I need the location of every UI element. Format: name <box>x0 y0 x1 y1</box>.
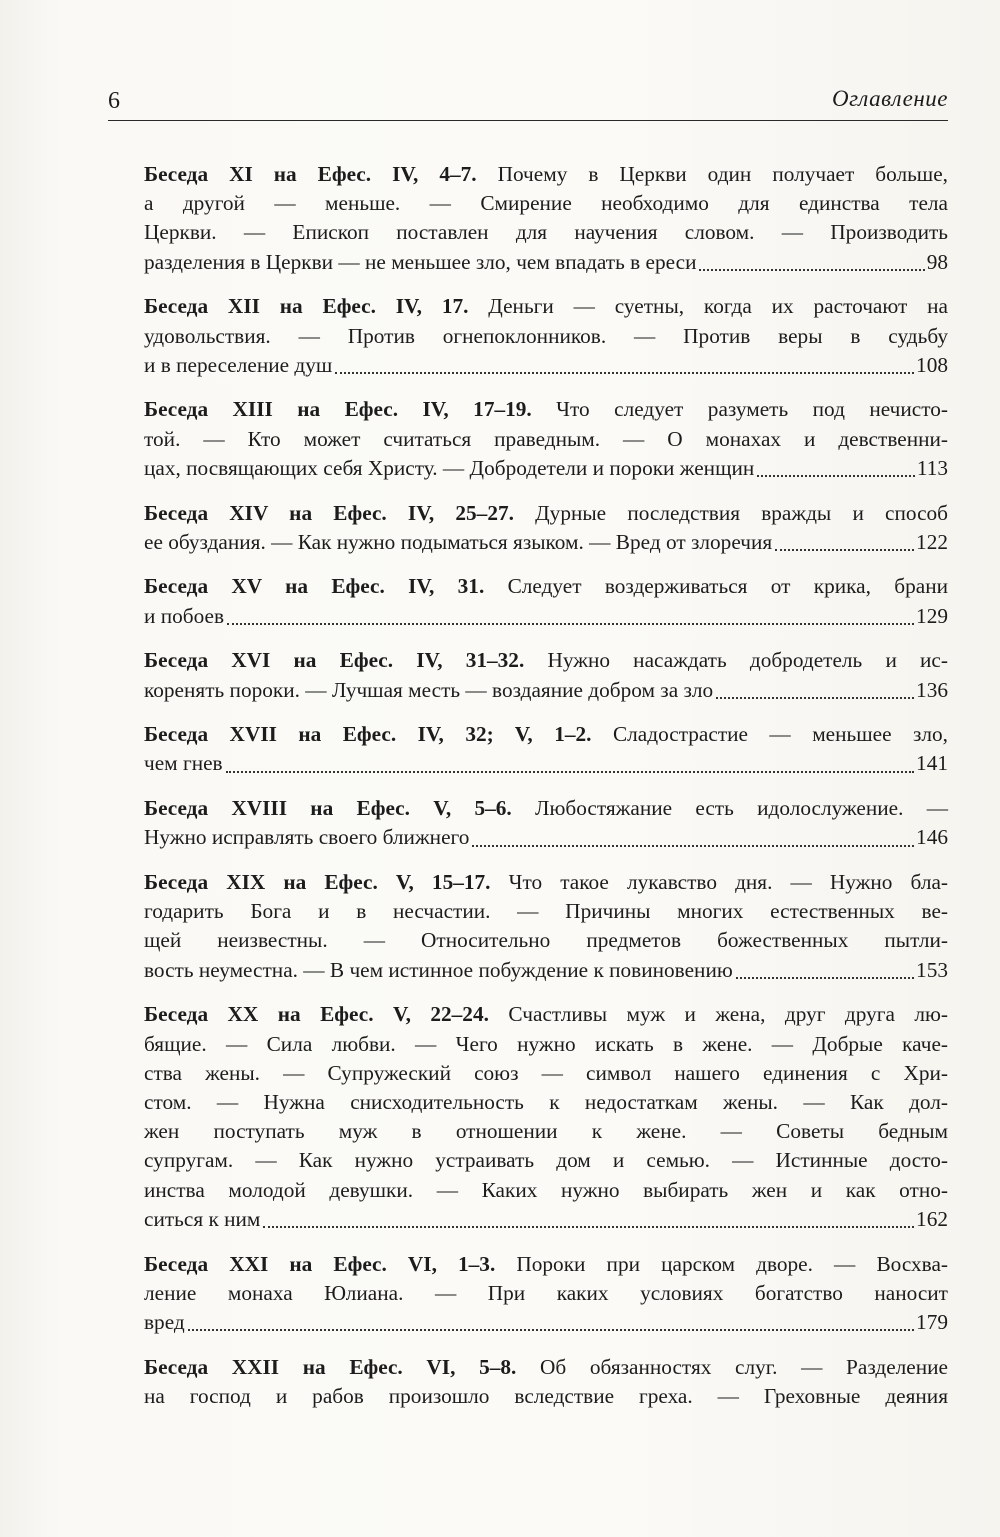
toc-entry-page-number: 141 <box>916 751 948 776</box>
toc-entry <box>144 499 948 557</box>
toc-entry-line: стом. — Нужна снисходительность к недостаткам жены. — Как дол- <box>144 1089 948 1114</box>
toc-entry <box>144 794 948 852</box>
toc-entry-line <box>144 160 948 189</box>
toc-entry-title: Беседа XVII на Ефес. IV, 32; V, 1–2. <box>144 722 592 747</box>
dot-leader <box>736 977 914 979</box>
toc-entry-line: супругам. — Как нужно устраивать дом и семью. — Истинные досто- <box>144 1148 948 1173</box>
toc-entry-line: ства жены. — Супружеский союз — символ нашего единения с Хри- <box>144 1060 948 1085</box>
toc-entry-last-line <box>144 1205 948 1234</box>
toc-entry-last-line <box>144 749 948 778</box>
toc-entry-line <box>144 395 948 424</box>
toc-entry-title: Беседа XVIII на Ефес. V, 5–6. <box>144 796 512 821</box>
toc-entry <box>144 1250 948 1338</box>
table-of-contents <box>144 160 948 1427</box>
running-head: Оглавление <box>831 86 948 111</box>
toc-entry-text: Об обязанностях слуг. — Разделение <box>516 1354 948 1379</box>
toc-entry-text: вред <box>144 1309 185 1334</box>
toc-entry <box>144 572 948 630</box>
toc-entry-text: вость неуместна. — В чем истинное побуждение к повиновению <box>144 957 733 982</box>
toc-entry-page-number: 146 <box>916 825 948 850</box>
toc-entry-last-line <box>144 454 948 483</box>
dot-leader <box>472 845 914 847</box>
toc-entry-line <box>144 794 948 823</box>
toc-entry-text: Что следует разуметь под нечисто- <box>531 397 948 422</box>
toc-entry-title: Беседа XIII на Ефес. IV, 17–19. <box>144 397 532 422</box>
toc-entry-line <box>144 720 948 749</box>
dot-leader <box>263 1226 914 1228</box>
toc-entry-title: Беседа XIX на Ефес. V, 15–17. <box>144 870 491 895</box>
toc-entry-line <box>144 1000 948 1029</box>
toc-entry-title: Беседа XIV на Ефес. IV, 25–27. <box>144 500 514 525</box>
toc-entry-line: инства молодой девушки. — Каких нужно выбирать жен и как отно- <box>144 1177 948 1202</box>
toc-entry-line: жен поступать муж в отношении к жене. — Советы бедным <box>144 1119 948 1144</box>
toc-entry-text: Что такое лукавство дня. — Нужно бла- <box>490 870 948 895</box>
toc-entry-page-number: 162 <box>916 1206 948 1231</box>
toc-entry-page-number: 129 <box>916 603 948 628</box>
toc-entry-line <box>144 499 948 528</box>
toc-entry-page-number: 113 <box>916 455 948 480</box>
toc-entry <box>144 160 948 277</box>
toc-entry-line: той. — Кто может считаться праведным. — О монахах и девственни- <box>144 426 948 451</box>
toc-entry-text: и побоев <box>144 603 225 628</box>
toc-entry-page-number: 136 <box>916 677 948 702</box>
toc-entry-last-line <box>144 602 948 631</box>
toc-entry-line <box>144 1353 948 1382</box>
toc-entry-title: Беседа XII на Ефес. IV, 17. <box>144 294 469 319</box>
toc-entry-line: бящие. — Сила любви. — Чего нужно искать в жене. — Добрые каче- <box>144 1031 948 1056</box>
toc-entry <box>144 720 948 778</box>
toc-entry-text: Счастливы муж и жена, друг друга лю- <box>488 1002 948 1027</box>
toc-entry <box>144 868 948 985</box>
dot-leader <box>699 269 924 271</box>
toc-entry-line: годарить Бога и в несчастии. — Причины многих естественных ве- <box>144 899 948 924</box>
page-number: 6 <box>108 88 120 114</box>
toc-entry-text: цах, посвящающих себя Христу. — Добродетели и пороки женщин <box>144 455 755 480</box>
toc-entry-page-number: 108 <box>916 352 948 377</box>
dot-leader <box>775 549 914 551</box>
toc-entry <box>144 1353 948 1411</box>
toc-entry-last-line <box>144 823 948 852</box>
toc-entry-page-number: 98 <box>926 249 948 274</box>
toc-entry-text: Почему в Церкви один получает больше, <box>476 162 948 186</box>
page-header <box>108 80 948 121</box>
toc-entry-title: Беседа XV на Ефес. IV, 31. <box>144 574 485 599</box>
dot-leader <box>716 697 914 699</box>
toc-entry-page-number: 179 <box>916 1309 948 1334</box>
dot-leader <box>335 372 914 374</box>
toc-entry-line: удовольствия. — Против огнепоклонников. — Против веры в судьбу <box>144 323 948 348</box>
toc-entry-text: Нужно насаждать добродетель и ис- <box>524 648 948 673</box>
toc-entry <box>144 1000 948 1234</box>
toc-entry-line <box>144 572 948 601</box>
toc-entry-line <box>144 646 948 675</box>
toc-entry-text: Любостяжание есть идолослужение. — <box>511 796 948 821</box>
toc-entry-text: ситься к ним <box>144 1206 261 1231</box>
toc-entry <box>144 395 948 483</box>
dot-leader <box>227 623 914 625</box>
toc-entry-last-line <box>144 1308 948 1337</box>
toc-entry-text: и в переселение душ <box>144 352 333 377</box>
toc-entry-text: ее обуздания. — Как нужно подыматься языком. — Вред от злоречия <box>144 529 773 554</box>
toc-entry-last-line <box>144 676 948 705</box>
toc-entry-text: Деньги — суетны, когда их расточают на <box>468 294 948 319</box>
dot-leader <box>757 475 915 477</box>
toc-entry-line: ление монаха Юлиана. — При каких условиях богатство наносит <box>144 1280 948 1305</box>
toc-entry-last-line <box>144 248 948 277</box>
toc-entry-text: Следует воздерживаться от крика, брани <box>484 574 948 599</box>
toc-entry-last-line <box>144 956 948 985</box>
toc-entry-page-number: 122 <box>916 529 948 554</box>
toc-entry-page-number: 153 <box>916 957 948 982</box>
toc-entry-text: чем гнев <box>144 751 223 776</box>
toc-entry-line: Церкви. — Епископ поставлен для научения словом. — Производить <box>144 220 948 245</box>
toc-entry-title: Беседа XI на Ефес. IV, 4–7. <box>144 162 477 186</box>
toc-entry-line: на господ и рабов произошло вследствие греха. — Греховные деяния <box>144 1383 948 1408</box>
toc-entry <box>144 292 948 380</box>
toc-entry-line: а другой — меньше. — Смирение необходимо для единства тела <box>144 191 948 216</box>
toc-entry-title: Беседа XX на Ефес. V, 22–24. <box>144 1002 489 1027</box>
toc-entry-title: Беседа XXII на Ефес. VI, 5–8. <box>144 1354 517 1379</box>
toc-entry-line <box>144 868 948 897</box>
toc-entry-text: разделения в Церкви — не меньшее зло, чем впадать в ереси <box>144 249 697 274</box>
toc-entry-last-line <box>144 351 948 380</box>
toc-entry <box>144 646 948 704</box>
toc-entry-text: Нужно исправлять своего ближнего <box>144 825 470 850</box>
toc-entry-text: коренять пороки. — Лучшая месть — воздаяние добром за зло <box>144 677 714 702</box>
toc-entry-title: Беседа XXI на Ефес. VI, 1–3. <box>144 1251 496 1276</box>
dot-leader <box>226 771 914 773</box>
dot-leader <box>188 1329 914 1331</box>
toc-entry-last-line <box>144 528 948 557</box>
toc-entry-text: Дурные последствия вражды и способ <box>513 500 949 525</box>
toc-entry-line <box>144 1250 948 1279</box>
toc-entry-line: щей неизвестны. — Относительно предметов божественных пытли- <box>144 928 948 953</box>
toc-entry-line <box>144 292 948 321</box>
toc-entry-title: Беседа XVI на Ефес. IV, 31–32. <box>144 648 525 673</box>
toc-entry-text: Сладострастие — меньшее зло, <box>591 722 949 747</box>
toc-entry-text: Пороки при царском дворе. — Восхва- <box>495 1251 948 1276</box>
